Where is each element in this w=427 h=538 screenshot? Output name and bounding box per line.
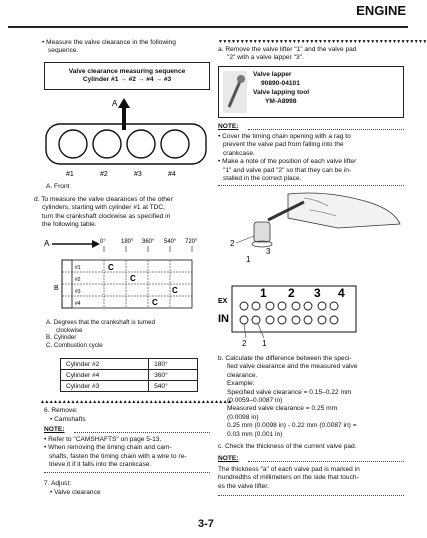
cyl-label-4: #4: [168, 171, 176, 178]
table-row: Cylinder #3 540°: [61, 381, 198, 392]
fig3-label-3: 3: [266, 247, 271, 256]
header-rule: [8, 26, 408, 28]
step-c: c. Check the thickness of the current valve pad.: [218, 443, 357, 450]
step-7: 7. Adjust:: [44, 480, 72, 487]
cycle-mark-3: C: [172, 286, 178, 295]
table-row: Cylinder #4 360°: [61, 370, 198, 381]
tool-number-2: YM-A8998: [265, 98, 297, 105]
sequence-box: [44, 62, 210, 90]
valve-lapper-figure: [218, 188, 408, 268]
bullet-measure: • Measure the valve clearance in the following sequence.: [42, 39, 176, 55]
fig1-caption: A. Front: [46, 183, 70, 190]
cyl-label-3: #3: [134, 171, 142, 178]
note-label-right: NOTE:: [218, 123, 239, 130]
row-4: #4: [75, 301, 81, 307]
sequence-title: Valve clearance measuring sequence: [68, 68, 186, 75]
table-row: Cylinder #2 180°: [61, 359, 198, 370]
valve-position-figure: [218, 282, 408, 350]
step-6-item: • Camshafts: [50, 416, 86, 423]
cycle-mark-4: C: [152, 298, 158, 307]
note-label-left: NOTE:: [44, 426, 65, 433]
tool-icon: [223, 71, 247, 113]
in-label: IN: [218, 313, 229, 325]
tool-name-2: Valve lapping tool: [253, 89, 310, 96]
note-left-text: • Refer to "CAMSHAFTS" on page 5-13. • When removing the timing chain and cam- shafts, fasten the timing chain with a wire to re- trieve it if it falls into the crankcase.: [44, 436, 187, 469]
cyl-label-2: #2: [100, 171, 108, 178]
step-7-item: • Valve clearance: [50, 489, 101, 496]
note-end-rule-left: [44, 472, 210, 473]
note2-end-rule: [218, 495, 404, 496]
row-1: #1: [75, 265, 81, 271]
cyl-num-2: 2: [288, 286, 295, 300]
page-number: 3-7: [198, 518, 214, 530]
divider-triangles-left: ▲▲▲▲▲▲▲▲▲▲▲▲▲▲▲▲▲▲▲▲▲▲▲▲▲▲▲▲▲▲▲▲▲▲▲▲▲▲▲▲▲▲▲▲: [40, 399, 232, 405]
fig3-label-1: 1: [246, 255, 251, 264]
note2-label: NOTE:: [218, 455, 239, 462]
row-2: #2: [75, 277, 81, 283]
note-rule-left: [74, 432, 210, 433]
cylinder-label: B: [54, 285, 59, 292]
angle-360: 360°: [142, 239, 155, 245]
fig4-label-2: 2: [242, 339, 247, 348]
angle-table: [60, 358, 198, 392]
divider-triangles-right: ▼▼▼▼▼▼▼▼▼▼▼▼▼▼▼▼▼▼▼▼▼▼▼▼▼▼▼▼▼▼▼▼▼▼▼▼▼▼▼▼▼▼▼▼▼▼▼▼: [218, 39, 427, 45]
angle-540: 540°: [164, 239, 177, 245]
angle-0: 0°: [100, 239, 106, 245]
combustion-cycle-figure: [42, 234, 214, 314]
cyl-num-4: 4: [338, 286, 345, 300]
tool-number-1: 90890-04101: [261, 80, 300, 87]
row-3: #3: [75, 289, 81, 295]
note-rule-right: [248, 129, 404, 130]
step-d: d. To measure the valve clearances of the other cylinders, starting with cylinder #1 at TDC, turn the crankshaft clockwise as specified in the following table.: [34, 196, 173, 229]
sequence-order: Cylinder #1 → #2 → #4 → #3: [82, 76, 172, 84]
cyl-label-1: #1: [66, 171, 74, 178]
note-right-text: • Cover the timing chain opening with a rag to prevent the valve pad from falling into the crankcase. • Make a note of the position of each valve lifter "1" and valve pad "2" so that they can be in- stalled in the correct place.: [218, 133, 357, 183]
angle-720: 720°: [185, 239, 198, 245]
cyl-num-1: 1: [260, 286, 267, 300]
step-a: a. Remove the valve lifter "1" and the valve pad "2" with a valve lapper "3".: [218, 46, 357, 62]
cylinder-head-figure: [40, 94, 212, 184]
cycle-mark-2: C: [130, 274, 136, 283]
front-label: A: [112, 99, 118, 108]
section-title: ENGINE: [356, 3, 406, 18]
note2-text: The thickness "a" of each valve pad is marked in hundredths of millimeters on the side that touch- es the valve lifter.: [218, 466, 360, 490]
fig2-caption: A. Degrees that the crankshaft is turned clockwise B. Cylinder C. Combustion cycle: [46, 319, 156, 349]
tool-box: [218, 66, 404, 118]
cyl-num-3: 3: [314, 286, 321, 300]
note2-rule: [248, 461, 404, 462]
note-end-rule-right: [218, 185, 404, 186]
step-b: b. Calculate the difference between the speci- fied valve clearance and the measured valve clearance. Example: Specified valve clearance = 0.15–0.22 mm (0.0059–0.0087 in) Measured valve clearance = 0.25 mm (0.0098 in) 0.25 mm (0.0098 in) - 0.22 mm (0.0087 in) = 0.03 mm (0.001 in): [218, 355, 358, 438]
fig3-label-2: 2: [230, 239, 235, 248]
angle-180: 180°: [121, 239, 134, 245]
degrees-label: A: [44, 239, 50, 248]
fig4-label-1: 1: [262, 339, 267, 348]
tool-name-1: Valve lapper: [253, 71, 292, 78]
cycle-mark-1: C: [108, 263, 114, 272]
step-6: 6. Remove:: [44, 407, 78, 414]
ex-label: EX: [218, 298, 228, 305]
